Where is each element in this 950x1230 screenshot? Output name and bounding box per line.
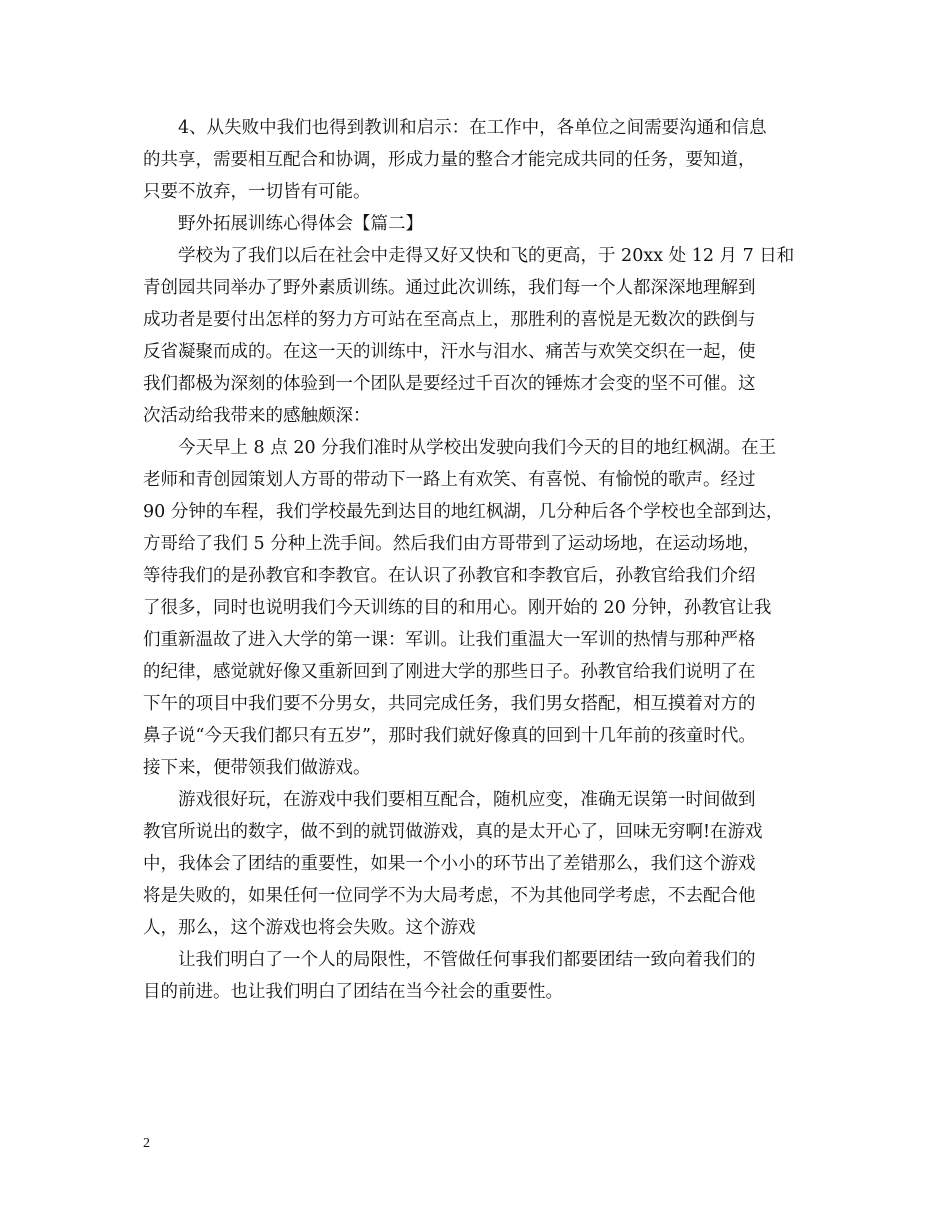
page-number: 2 <box>143 1136 150 1151</box>
text-line: 们重新温故了进入大学的第一课：军训。让我们重温大一军训的热情与那种严格 <box>143 630 756 650</box>
text-line: 等待我们的是孙教官和李教官。在认识了孙教官和李教官后，孙教官给我们介绍 <box>143 566 756 586</box>
text-line: 老师和青创园策划人方哥的带动下一路上有欢笑、有喜悦、有愉悦的歌声。经过 <box>143 470 756 490</box>
text-line: 只要不放弃，一切皆有可能。 <box>143 182 371 202</box>
text-line: 成功者是要付出怎样的努力方可站在至高点上，那胜利的喜悦是无数次的跌倒与 <box>143 310 756 330</box>
text-line: 90 分钟的车程，我们学校最先到达目的地红枫湖，几分种后各个学校也全部到达， <box>143 502 784 522</box>
text-line: 学校为了我们以后在社会中走得又好又快和飞的更高，于 20xx 处 12 月 7 日和 <box>178 246 795 266</box>
text-line: 目的前进。也让我们明白了团结在当今社会的重要性。 <box>143 982 563 1002</box>
text-line: 方哥给了我们 5 分种上洗手间。然后我们由方哥带到了运动场地，在运动场地， <box>143 534 761 554</box>
text-line: 游戏很好玩，在游戏中我们要相互配合，随机应变，准确无误第一时间做到 <box>178 790 756 810</box>
text-line: 我们都极为深刻的体验到一个团队是要经过千百次的锤炼才会变的坚不可催。这 <box>143 374 756 394</box>
text-line: 青创园共同举办了野外素质训练。通过此次训练，我们每一个人都深深地理解到 <box>143 278 756 298</box>
text-line: 中，我体会了团结的重要性，如果一个小小的环节出了差错那么，我们这个游戏 <box>143 854 756 874</box>
text-line: 教官所说出的数字，做不到的就罚做游戏，真的是太开心了，回味无穷啊!在游戏 <box>143 822 763 842</box>
text-line: 下午的项目中我们要不分男女，共同完成任务，我们男女搭配，相互摸着对方的 <box>143 694 756 714</box>
text-line: 了很多，同时也说明我们今天训练的目的和用心。刚开始的 20 分钟，孙教官让我 <box>143 598 772 618</box>
text-line: 接下来，便带领我们做游戏。 <box>143 758 371 778</box>
text-line: 次活动给我带来的感触颇深： <box>143 406 371 426</box>
text-line: 鼻子说“今天我们都只有五岁”，那时我们就好像真的回到十几年前的孩童时代。 <box>143 726 756 746</box>
text-line: 反省凝聚而成的。在这一天的训练中，汗水与泪水、痛苦与欢笑交织在一起，使 <box>143 342 756 362</box>
text-line: 野外拓展训练心得体会【篇二】 <box>178 214 423 234</box>
document-body <box>143 112 823 1008</box>
text-line: 人，那么，这个游戏也将会失败。这个游戏 <box>143 918 476 938</box>
text-line: 让我们明白了一个人的局限性，不管做任何事我们都要团结一致向着我们的 <box>178 950 756 970</box>
text-line: 的共享，需要相互配合和协调，形成力量的整合才能完成共同的任务，要知道， <box>143 150 756 170</box>
text-line: 4、从失败中我们也得到教训和启示：在工作中，各单位之间需要沟通和信息 <box>178 118 767 138</box>
text-line: 今天早上 8 点 20 分我们准时从学校出发驶向我们今天的目的地红枫湖。在王 <box>178 438 777 458</box>
text-line: 将是失败的，如果任何一位同学不为大局考虑，不为其他同学考虑，不去配合他 <box>143 886 756 906</box>
text-line: 的纪律，感觉就好像又重新回到了刚进大学的那些日子。孙教官给我们说明了在 <box>143 662 756 682</box>
